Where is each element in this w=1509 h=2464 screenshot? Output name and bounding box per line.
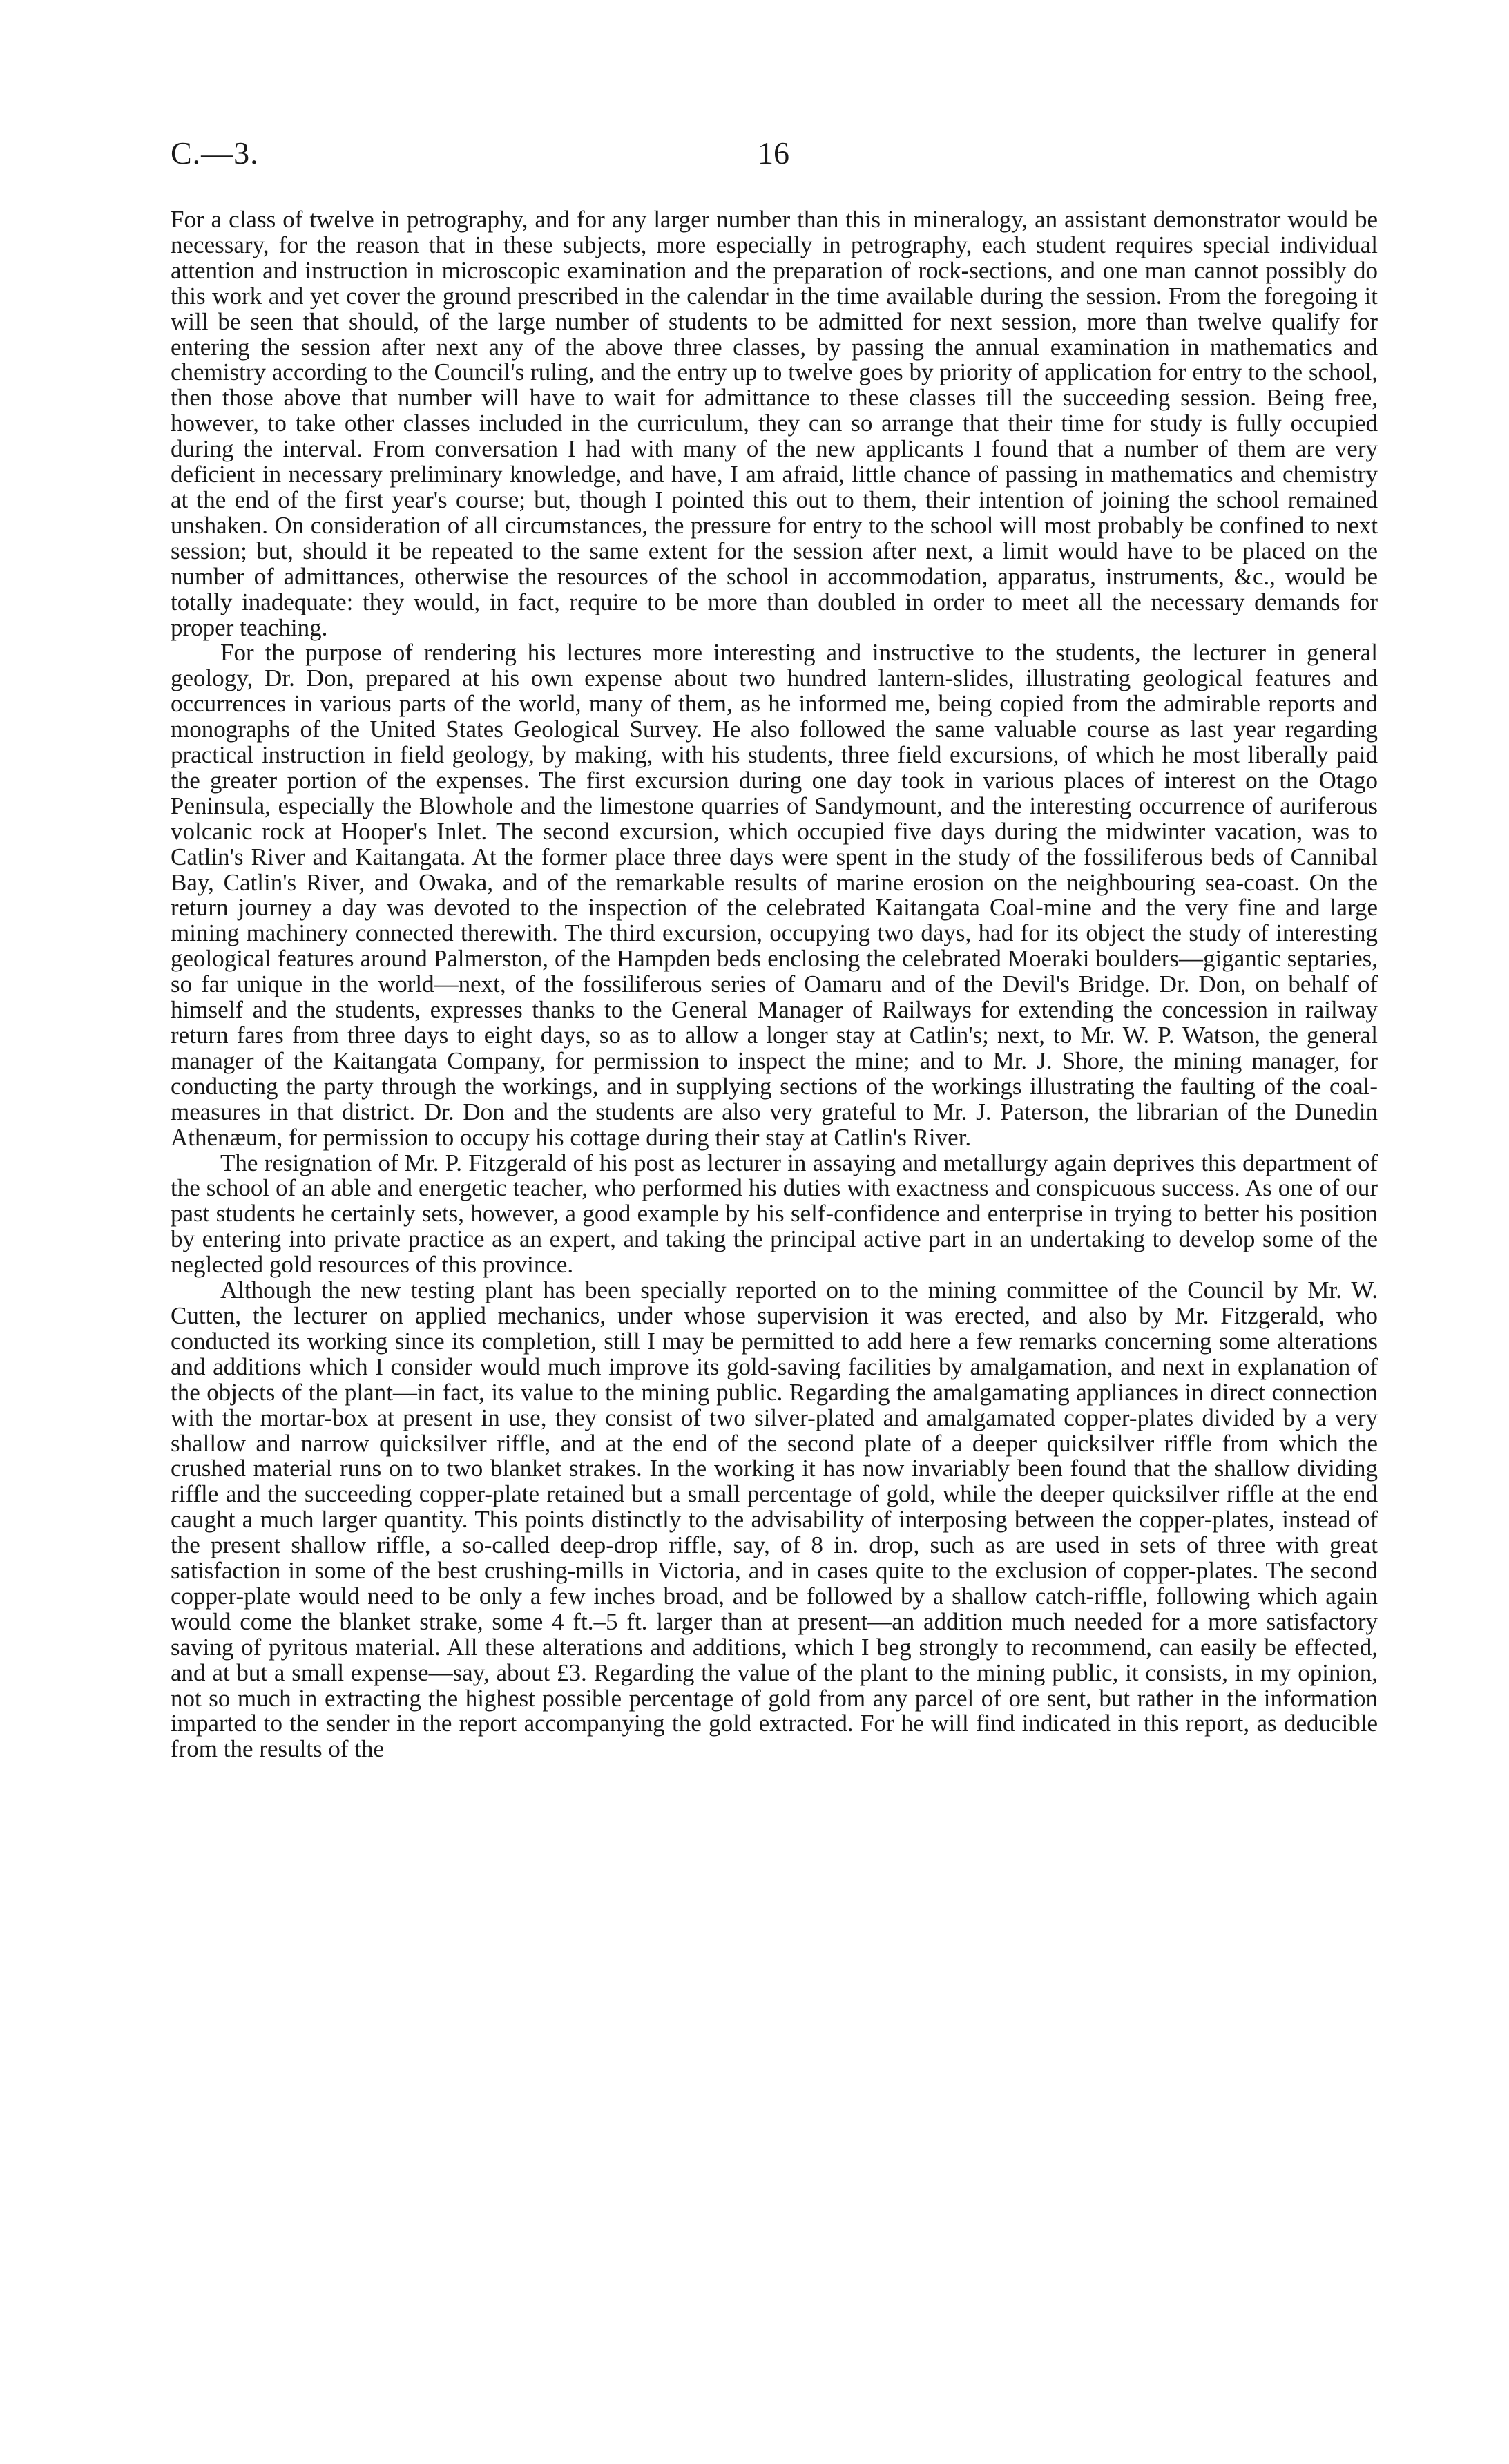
document-reference: C.—3. — [171, 135, 259, 171]
paragraph-testing-plant: Although the new testing plant has been specially reported on to the mining committee of the Council by Mr. W. Cutten, the lecturer on applied mechanics, under whose supervision it was erected, and also by Mr. Fitzgerald, who conducted its working since its completion, still I may be permitted to add here a few remarks concerning some alterations and additions which I consider would much improve its gold-saving facilities by amalgamation, and next in explanation of the objects of the plant—in fact, its value to the mining public. Regarding the amalgamating appliances in direct connection with the mortar-box at present in use, they consist of two silver-plated and amalgamated copper-plates divided by a very shallow and narrow quicksilver riffle, and at the end of the second plate of a deeper quicksilver riffle from which the crushed material runs on to two blanket strakes. In the working it has now invariably been found that the shallow dividing riffle and the succeeding copper-plate retained but a small percentage of gold, while the deeper quicksilver riffle at the end caught a much larger quantity. This points distinctly to the advisability of interposing between the copper-plates, instead of the present shallow riffle, a so-called deep-drop riffle, say, of 8 in. drop, such as are used in sets of three with great satisfaction in some of the best crushing-mills in Victoria, and in cases quite to the exclusion of copper-plates. The second copper-plate would need to be only a few inches broad, and be followed by a shallow catch-riffle, following which again would come the blanket strake, some 4 ft.–5 ft. larger than at present—an addition much needed for a more satisfactory saving of pyritous material. All these alterations and additions, which I beg strongly to recommend, can easily be effected, and at but a small expense—say, about £3. Regarding the value of the plant to the mining public, it consists, in my opinion, not so much in extracting the highest possible percentage of gold from any parcel of ore sent, but rather in the information imparted to the sender in the report accompanying the gold extracted. For he will find indicated in this report, as deducible from the results of the — [171, 1277, 1378, 1763]
body-text — [171, 207, 1378, 1762]
paragraph-fitzgerald-resignation: The resignation of Mr. P. Fitzgerald of his post as lecturer in assaying and metallurgy again deprives this department of the school of an able and energetic teacher, who performed his duties with exactness and conspicuous success. As one of our past students he certainly sets, however, a good example by his self-confidence and enterprise in trying to better his position by entering into private practice as an expert, and taking the principal active part in an undertaking to develop some of the neglected gold resources of this province. — [171, 1149, 1378, 1279]
paragraph-geology-excursions: For the purpose of rendering his lectures more interesting and instructive to the students, the lecturer in general geology, Dr. Don, prepared at his own expense about two hundred lantern-slides, illustrating geological features and occurrences in various parts of the world, many of them, as he informed me, being copied from the admirable reports and monographs of the United States Geological Survey. He also followed the same valuable course as last year regarding practical instruction in field geology, by making, with his students, three field excursions, of which he most liberally paid the greater portion of the expenses. The first excursion during one day took in various places of interest on the Otago Peninsula, especially the Blowhole and the limestone quarries of Sandymount, and the interesting occurrence of auriferous volcanic rock at Hooper's Inlet. The second excursion, which occupied five days during the midwinter vacation, was to Catlin's River and Kaitangata. At the former place three days were spent in the study of the fossiliferous beds of Cannibal Bay, Catlin's River, and Owaka, and of the remarkable results of marine erosion on the neighbouring sea-coast. On the return journey a day was devoted to the inspection of the celebrated Kaitangata Coal-mine and the very fine and large mining machinery connected therewith. The third excursion, occupying two days, had for its object the study of interesting geological features around Palmerston, of the Hampden beds enclosing the celebrated Moeraki boulders—gigantic septaries, so far unique in the world—next, of the fossiliferous series of Oamaru and of the Devil's Bridge. Dr. Don, on behalf of himself and the students, expresses thanks to the General Manager of Railways for extending the concession in railway return fares from three days to eight days, so as to allow a longer stay at Catlin's; next, to Mr. W. P. Watson, the general manager of the Kaitangata Company, for permission to inspect the mine; and to Mr. J. Shore, the mining manager, for conducting the party through the workings, and in supplying sections of the workings illustrating the faulting of the coal-measures in that district. Dr. Don and the students are also very grateful to Mr. J. Paterson, the librarian of the Dunedin Athenæum, for permission to occupy his cottage during their stay at Catlin's River. — [171, 639, 1378, 1151]
paragraph-petrography-class: For a class of twelve in petrography, and for any larger number than this in mineralogy, an assistant demonstrator would be necessary, for the reason that in these subjects, more especially in petrography, each student requires special individual attention and instruction in microscopic examination and the preparation of rock-sections, and one man cannot possibly do this work and yet cover the ground prescribed in the calendar in the time available during the session. From the foregoing it will be seen that should, of the large number of students to be admitted for next session, more than twelve qualify for entering the session after next any of the above three classes, by passing the annual examination in mathematics and chemistry according to the Council's ruling, and the entry up to twelve goes by priority of application for entry to the school, then those above that number will have to wait for admittance to these classes till the succeeding session. Being free, however, to take other classes included in the curriculum, they can so arrange that their time for study is fully occupied during the interval. From conversation I had with many of the new applicants I found that a number of them are very deficient in necessary preliminary knowledge, and have, I am afraid, little chance of passing in mathematics and chemistry at the end of the first year's course; but, though I pointed this out to them, their intention of joining the school remained unshaken. On consideration of all circumstances, the pressure for entry to the school will most probably be confined to next session; but, should it be repeated to the same extent for the session after next, a limit would have to be placed on the number of admittances, otherwise the resources of the school in accommodation, apparatus, instruments, &c., would be totally inadequate: they would, in fact, require to be more than doubled in order to meet all the necessary demands for proper teaching. — [171, 206, 1378, 641]
page-number: 16 — [758, 135, 789, 171]
page-header — [171, 135, 1378, 176]
